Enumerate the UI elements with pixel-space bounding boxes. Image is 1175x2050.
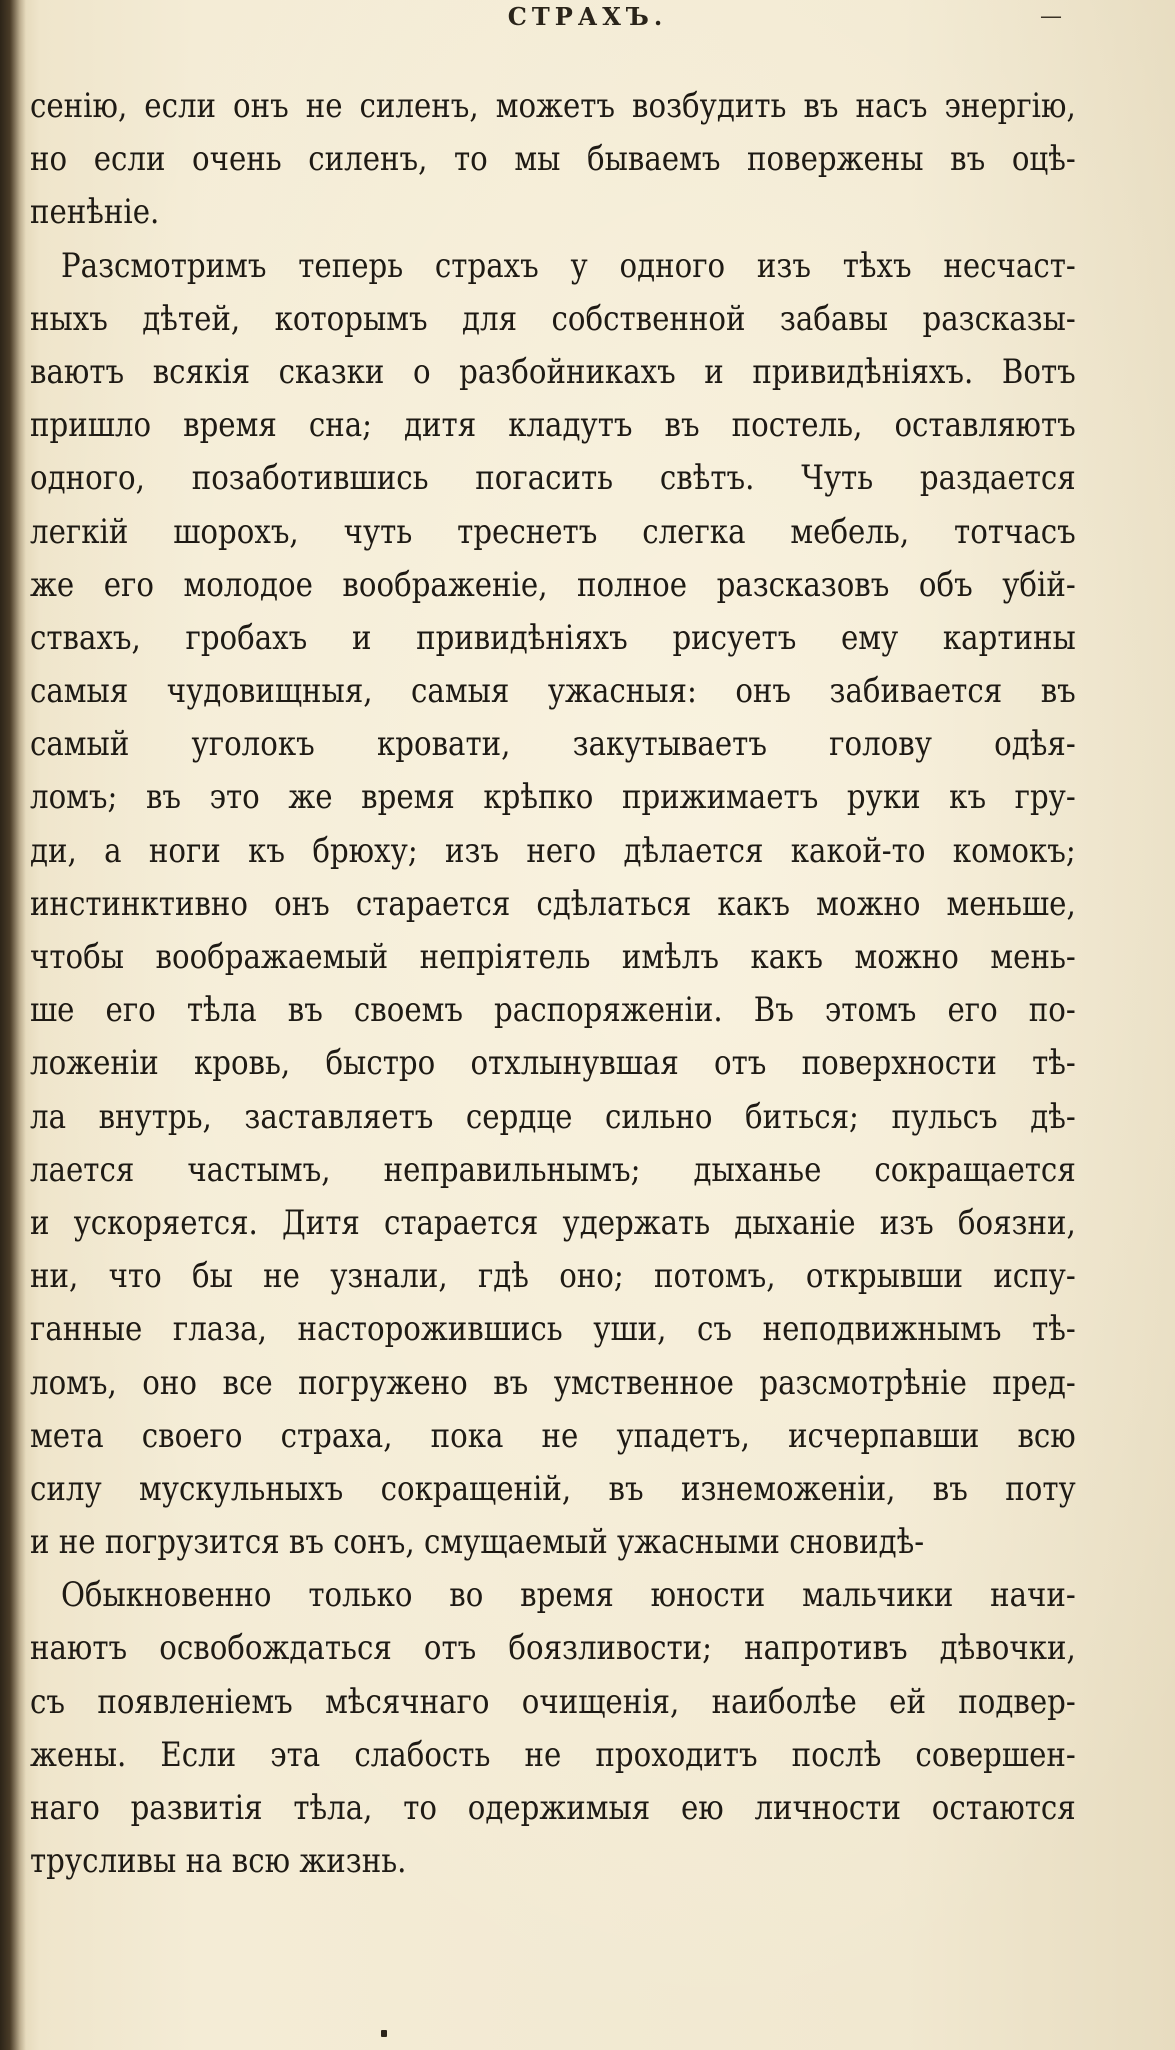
text-line: ломъ, оно все погружено въ умственное разсмотрѣніе пред- [30, 1362, 1076, 1403]
text-line: самыя чудовищныя, самыя ужасныя: онъ забивается въ [30, 671, 1076, 712]
text-line: трусливы на всю жизнь. [30, 1841, 407, 1882]
text-line: но если очень силенъ, то мы бываемъ повержены въ оцѣ- [30, 139, 1076, 180]
text-line: и не погрузится въ сонъ, смущаемый ужасными сновидѣ- [30, 1522, 925, 1563]
print-mark [381, 2030, 387, 2037]
text-line: сенію, если онъ не силенъ, можетъ возбудить въ насъ энергію, [30, 86, 1076, 126]
text-line: чтобы воображаемый непріятель имѣлъ какъ можно мень- [30, 937, 1076, 977]
text-line: ди, а ноги къ брюху; изъ него дѣлается какой-то комокъ; [30, 830, 1076, 871]
body-text [30, 80, 1076, 1888]
text-line: наго развитія тѣла, то одержимыя ею личности остаются [30, 1788, 1076, 1828]
text-line: ныхъ дѣтей, которымъ для собственной забавы разсказы- [30, 298, 1076, 339]
text-line: Разсмотримъ теперь страхъ у одного изъ тѣхъ несчаст- [60, 245, 1076, 286]
text-line: лается частымъ, неправильнымъ; дыханье сокращается [30, 1149, 1076, 1190]
text-line: же его молодое воображеніе, полное разсказовъ объ убій- [30, 564, 1076, 605]
text-line: Обыкновенно только во время юности мальчики начи- [60, 1575, 1076, 1616]
text-line: ла внутрь, заставляетъ сердце сильно биться; пульсъ дѣ- [30, 1096, 1076, 1137]
text-line: инстинктивно онъ старается сдѣлаться какъ можно меньше, [30, 883, 1076, 924]
running-head: СТРАХЪ. [507, 2, 668, 31]
text-line: ложеніи кровь, быстро отхлынувшая отъ поверхности тѣ- [30, 1043, 1076, 1084]
text-line: пришло время сна; дитя кладутъ въ постель, оставляютъ [30, 405, 1076, 446]
text-line: съ появленіемъ мѣсячнаго очищенія, наиболѣе ей подвер- [30, 1681, 1076, 1722]
text-line: легкій шорохъ, чуть треснетъ слегка мебель, тотчасъ [30, 511, 1076, 552]
text-line: самый уголокъ кровати, закутываетъ голову одѣя- [30, 724, 1076, 765]
text-line: ствахъ, гробахъ и привидѣніяхъ рисуетъ ему картины [30, 617, 1076, 658]
text-line: мета своего страха, пока не упадетъ, исчерпавши всю [30, 1415, 1076, 1456]
text-line: наютъ освобождаться отъ боязливости; напротивъ дѣвочки, [30, 1628, 1076, 1669]
text-line: ломъ; въ это же время крѣпко прижимаетъ руки къ гру- [30, 777, 1076, 818]
text-line: и ускоряется. Дитя старается удержать дыханіе изъ боязни, [30, 1202, 1076, 1243]
book-binding-edge [0, 0, 26, 2050]
text-line: пенѣніе. [30, 192, 160, 233]
text-line: ни, что бы не узнали, гдѣ оно; потомъ, открывши испу- [30, 1256, 1076, 1297]
text-line: ваютъ всякія сказки о разбойникахъ и привидѣніяхъ. Вотъ [30, 351, 1076, 392]
page-number-mark: — [1040, 4, 1062, 29]
text-line: одного, позаботившись погасить свѣтъ. Чуть раздается [30, 458, 1076, 499]
text-line: силу мускульныхъ сокращеній, въ изнеможеніи, въ поту [30, 1468, 1076, 1509]
text-line: ше его тѣла въ своемъ распоряженіи. Въ этомъ его по- [30, 990, 1076, 1031]
text-line: жены. Если эта слабость не проходитъ послѣ совершен- [30, 1734, 1076, 1775]
text-line: ганные глаза, насторожившись уши, съ неподвижнымъ тѣ- [30, 1309, 1076, 1350]
